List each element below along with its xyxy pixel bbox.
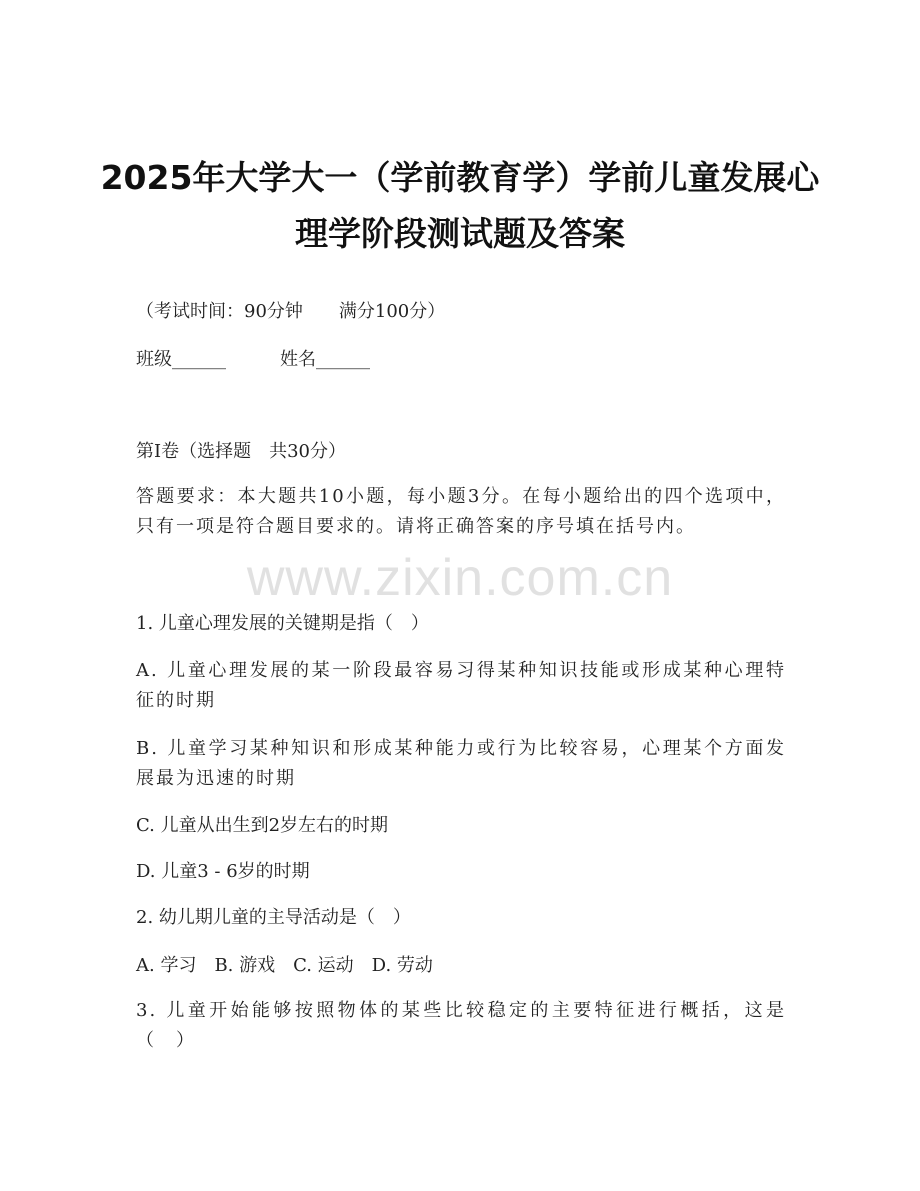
- question-1-stem: 1. 儿童心理发展的关键期是指（ ）: [136, 613, 429, 634]
- question-1-option-a: A. 儿童心理发展的某一阶段最容易习得某种知识技能或形成某种心理特征的时期: [136, 660, 786, 711]
- question-1-option-b: B. 儿童学习某种知识和形成某种能力或行为比较容易，心理某个方面发展最为迅速的时期: [136, 738, 786, 789]
- section-heading: 第Ⅰ卷（选择题 共30分）: [136, 441, 347, 462]
- question-1-option-c: C. 儿童从出生到2岁左右的时期: [136, 815, 389, 836]
- question-3-stem: 3. 儿童开始能够按照物体的某些比较稳定的主要特征进行概括，这是（ ）: [136, 1000, 786, 1051]
- exam-info: （考试时间：90分钟 满分100分）: [136, 301, 446, 322]
- question-2-stem: 2. 幼儿期儿童的主导活动是（ ）: [136, 907, 411, 928]
- document-title: 2025年大学大一（学前教育学）学前儿童发展心理学阶段测试题及答案: [100, 158, 820, 253]
- question-1-option-d: D. 儿童3 - 6岁的时期: [136, 861, 310, 882]
- instructions: 答题要求：本大题共10小题，每小题3分。在每小题给出的四个选项中，只有一项是符合题目要求的。请将正确答案的序号填在括号内。: [136, 486, 786, 537]
- class-field-label: 班级______: [136, 349, 226, 370]
- watermark: www.zixin.com.cn: [246, 549, 674, 607]
- question-2-options: A. 学习 B. 游戏 C. 运动 D. 劳动: [136, 955, 433, 976]
- student-info-row: [136, 346, 786, 374]
- name-field-label: 姓名______: [280, 349, 370, 370]
